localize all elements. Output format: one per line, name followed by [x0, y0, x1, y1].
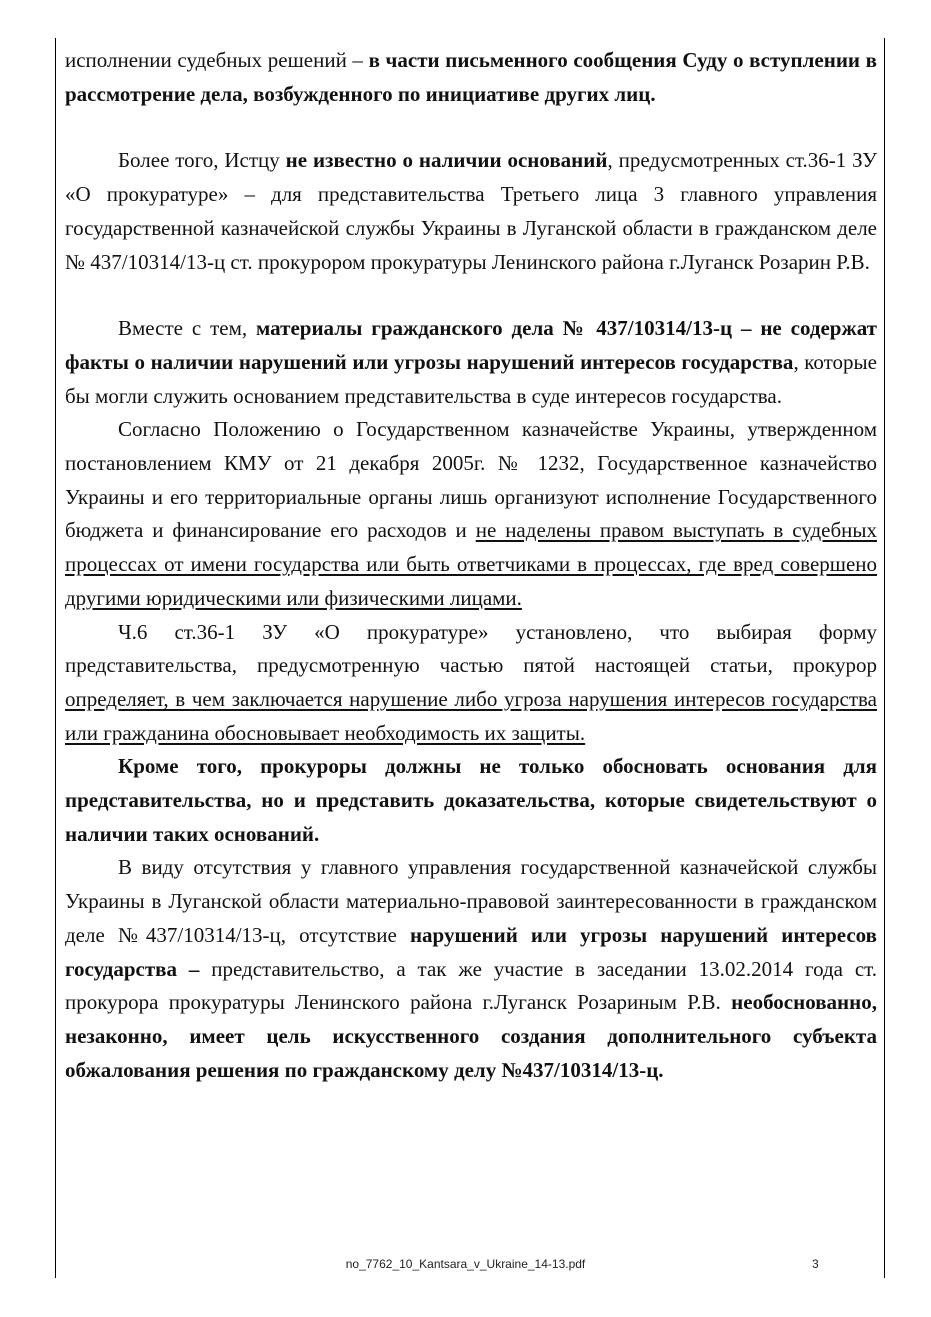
bold-text: Кроме того, прокуроры должны не только обосновать основания для представительства, но и представить доказательства, которые свидетельствуют о наличии таких оснований. — [65, 754, 877, 846]
text-run: исполнении судебных решений – — [65, 48, 369, 72]
text-run: Ч.6 ст.36-1 ЗУ «О прокуратуре» установлено, что выбирая форму представительства, предусмотренную частью пятой настоящей статьи, прокурор — [65, 619, 877, 678]
text-run: , которые бы могли служить основанием представительства в суде интересов государства. — [65, 349, 877, 408]
right-margin-rule — [884, 38, 885, 1278]
paragraph — [65, 44, 877, 111]
document-body — [65, 44, 877, 1087]
bold-text: в части письменного сообщения Суду о вступлении в рассмотрение дела, возбужденного по инициативе других лиц. — [65, 48, 877, 106]
left-margin-rule — [55, 38, 56, 1278]
underlined-text: не наделены правом выступать в судебных процессах от имени государства или быть ответчиками в процессах, где вред совершено другими юридическими или физическими лицами. — [65, 518, 877, 610]
text-run: Вместе с тем, — [118, 316, 257, 341]
paragraph-spacer — [65, 111, 877, 144]
paragraph — [65, 616, 877, 751]
paragraph — [65, 312, 877, 413]
footer-page-number: 3 — [812, 1257, 819, 1271]
text-run: , предусмотренных ст.36-1 ЗУ «О прокуратуре» – для представительства Третьего лица 3 главного управления государственной казначейской службы Украины в Луганской области в гражданском деле № 437/10314/13-ц ст. прокурором прокуратуры Ленинского района г.Луганск Розарин Р.В. — [65, 148, 878, 274]
underlined-text: определяет, в чем заключается нарушение либо угроза нарушения интересов государства или гражданина обосновывает необходимость их защиты. — [65, 686, 877, 745]
text-run: представительство, а так же участие в заседании 13.02.2014 года ст. прокурора прокуратуры Ленинского района г.Луганск Розариным Р.В. — [65, 956, 877, 1015]
paragraph — [65, 413, 877, 615]
paragraph — [65, 851, 877, 1087]
bold-text: необоснованно, незаконно, имеет цель искусственного создания дополнительного субъекта обжалования решения по гражданскому делу №437/10314/13-ц. — [65, 990, 877, 1082]
page-footer — [0, 1257, 931, 1277]
paragraph — [65, 144, 877, 279]
bold-text: не известно о наличии оснований — [285, 148, 608, 173]
bold-text: нарушений или угрозы нарушений интересов государства – — [65, 922, 877, 981]
footer-filename: no_7762_10_Kantsara_v_Ukraine_14-13.pdf — [345, 1257, 586, 1271]
paragraph — [65, 750, 877, 851]
paragraph-spacer — [65, 279, 877, 312]
text-run: Более того, Истцу — [118, 148, 286, 173]
bold-text: материалы гражданского дела № 437/10314/13-ц – не содержат факты о наличии нарушений или угрозы нарушений интересов государства — [65, 316, 877, 374]
text-run: В виду отсутствия у главного управления государственной казначейской службы Украины в Луганской области материально-правовой заинтересованности в гражданском деле №437/10314/13-ц, отсутствие — [65, 855, 877, 947]
text-run: Согласно Положению о Государственном казначействе Украины, утвержденном постановлением КМУ от 21 декабря 2005г. № 1232, Государственное казначейство Украины и его территориальные органы лишь организуют исполнение Государственного бюджета и финансирование его расходов и — [65, 417, 877, 543]
